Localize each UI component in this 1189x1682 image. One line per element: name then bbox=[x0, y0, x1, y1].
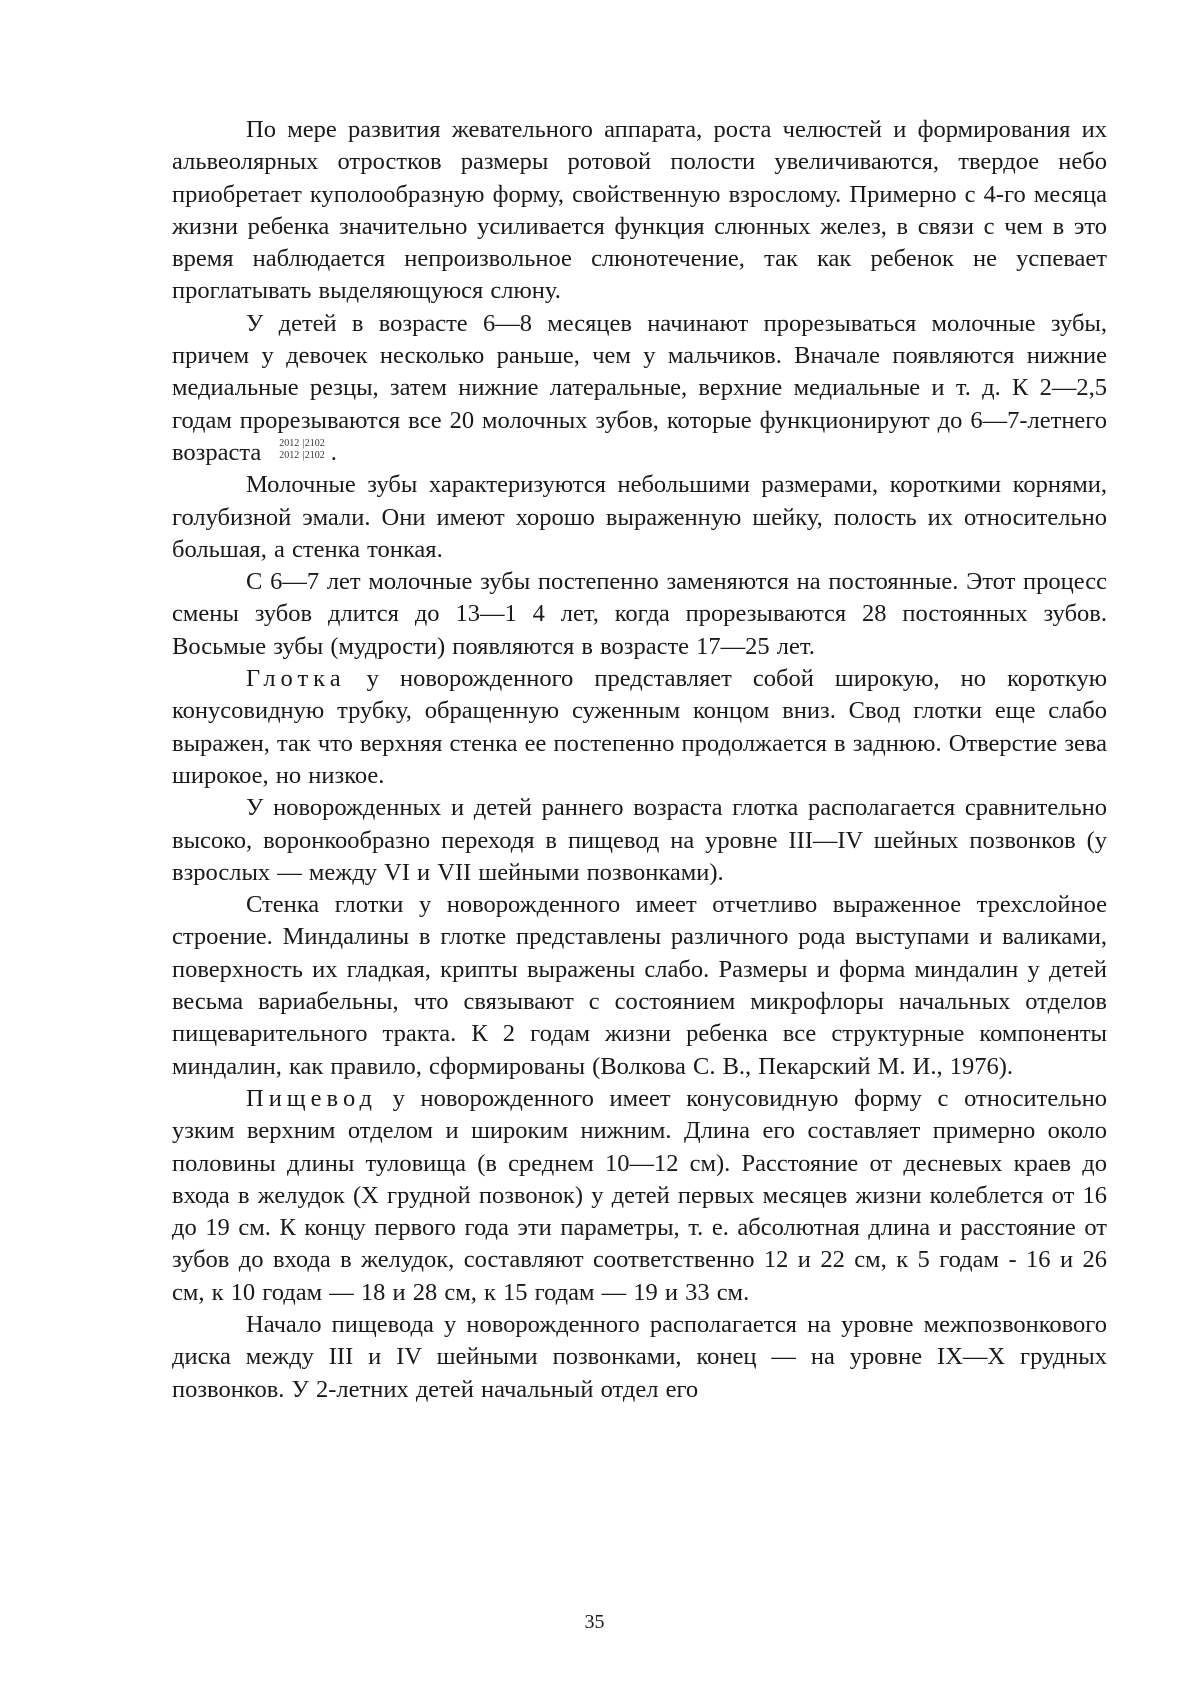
term-esophagus: Пищевод bbox=[246, 1084, 377, 1112]
paragraph-pharynx-wall: Стенка глотки у новорожденного имеет отчетливо выраженное трехслойное строение. Миндалины в глотке представлены различного рода выступами и валиками, поверхность их гладкая, крипты выражены слабо. Размеры и форма миндалин у детей весьма вариабельны, что связывают с состоянием микрофлоры начальных отделов пищеварительного тракта. К 2 годам жизни ребенка все структурные компоненты миндалин, как правило, сформированы (Волкова С. В., Пекарский М. И., 1976). bbox=[172, 891, 1107, 1080]
paragraph-esophagus-text: у новорожденного имеет конусовидную форму с относительно узким верхним отделом и широким нижним. Длина его составляет примерно около половины длины туловища (в среднем 10—12 см). Расстояние от десневых краев до входа в желудок (X грудной позвонок) у детей первых месяцев жизни колеблется от 16 до 19 см. К концу первого года эти параметры, т. е. абсолютная длина и расстояние от зубов до входа в желудок, составляют соответственно 12 и 22 см, к 5 годам - 16 и 26 см, к 10 годам — 18 и 28 см, к 15 годам — 19 и 33 см. bbox=[172, 1084, 1107, 1306]
paragraph-milk-teeth-eruption bbox=[172, 308, 1107, 469]
paragraph-milk-teeth-eruption-text: У детей в возрасте 6—8 месяцев начинают прорезываться молочные зубы, причем у девочек несколько раньше, чем у мальчиков. Вначале появляются нижние медиальные резцы, затем нижние латеральные, верхние медиальные и т. д. К 2—2,5 годам прорезываются все 20 молочных зубов, которые функционируют до 6—7-летнего возраста bbox=[172, 309, 1107, 466]
paragraph-milk-teeth-eruption-end: . bbox=[330, 438, 337, 466]
figure-stamp-top: 2012 |2102 bbox=[279, 438, 325, 450]
figure-stamp bbox=[279, 438, 325, 462]
page-number: 35 bbox=[584, 1611, 605, 1633]
paragraph-pharynx bbox=[172, 663, 1107, 792]
paragraph-pharynx-position: У новорожденных и детей раннего возраста глотка располагается сравнительно высоко, воронкообразно переходя в пищевод на уровне III—IV шейных позвонков (у взрослых — между VI и VII шейными позвонками). bbox=[172, 794, 1107, 886]
paragraph-pharynx-text: у новорожденного представляет собой широкую, но короткую конусовидную трубку, обращенную суженным концом вниз. Свод глотки еще слабо выражен, так что верхняя стенка ее постепенно продолжается в заднюю. Отверстие зева широкое, но низкое. bbox=[172, 665, 1108, 789]
page-body bbox=[172, 114, 1107, 1594]
paragraph-esophagus bbox=[172, 1083, 1107, 1309]
paragraph-milk-teeth-features: Молочные зубы характеризуются небольшими размерами, короткими корнями, голубизной эмали. Они имеют хорошо выраженную шейку, полость их относительно большая, а стенка тонкая. bbox=[172, 471, 1107, 563]
paragraph-esophagus-position: Начало пищевода у новорожденного располагается на уровне межпозвонкового диска между III и IV шейными позвонками, конец — на уровне IX—X грудных позвонков. У 2-летних детей начальный отдел его bbox=[172, 1310, 1107, 1403]
paragraph-teeth-replacement: С 6—7 лет молочные зубы постепенно заменяются на постоянные. Этот процесс смены зубов длится до 13—1 4 лет, когда прорезываются 28 постоянных зубов. Восьмые зубы (мудрости) появляются в возрасте 17—25 лет. bbox=[172, 568, 1107, 660]
paragraph-oral-cavity: По мере развития жевательного аппарата, роста челюстей и формирования их альвеолярных отростков размеры ротовой полости увеличиваются, твердое небо приобретает куполообразную форму, свойственную взрослому. Примерно с 4-го месяца жизни ребенка значительно усиливается функция слюнных желез, в связи с чем в это время наблюдается непроизвольное слюнотечение, так как ребенок не успевает проглатывать выделяющуюся слюну. bbox=[172, 116, 1107, 305]
figure-stamp-bottom: 2012 |2102 bbox=[279, 450, 325, 462]
term-pharynx: Глотка bbox=[246, 665, 346, 693]
